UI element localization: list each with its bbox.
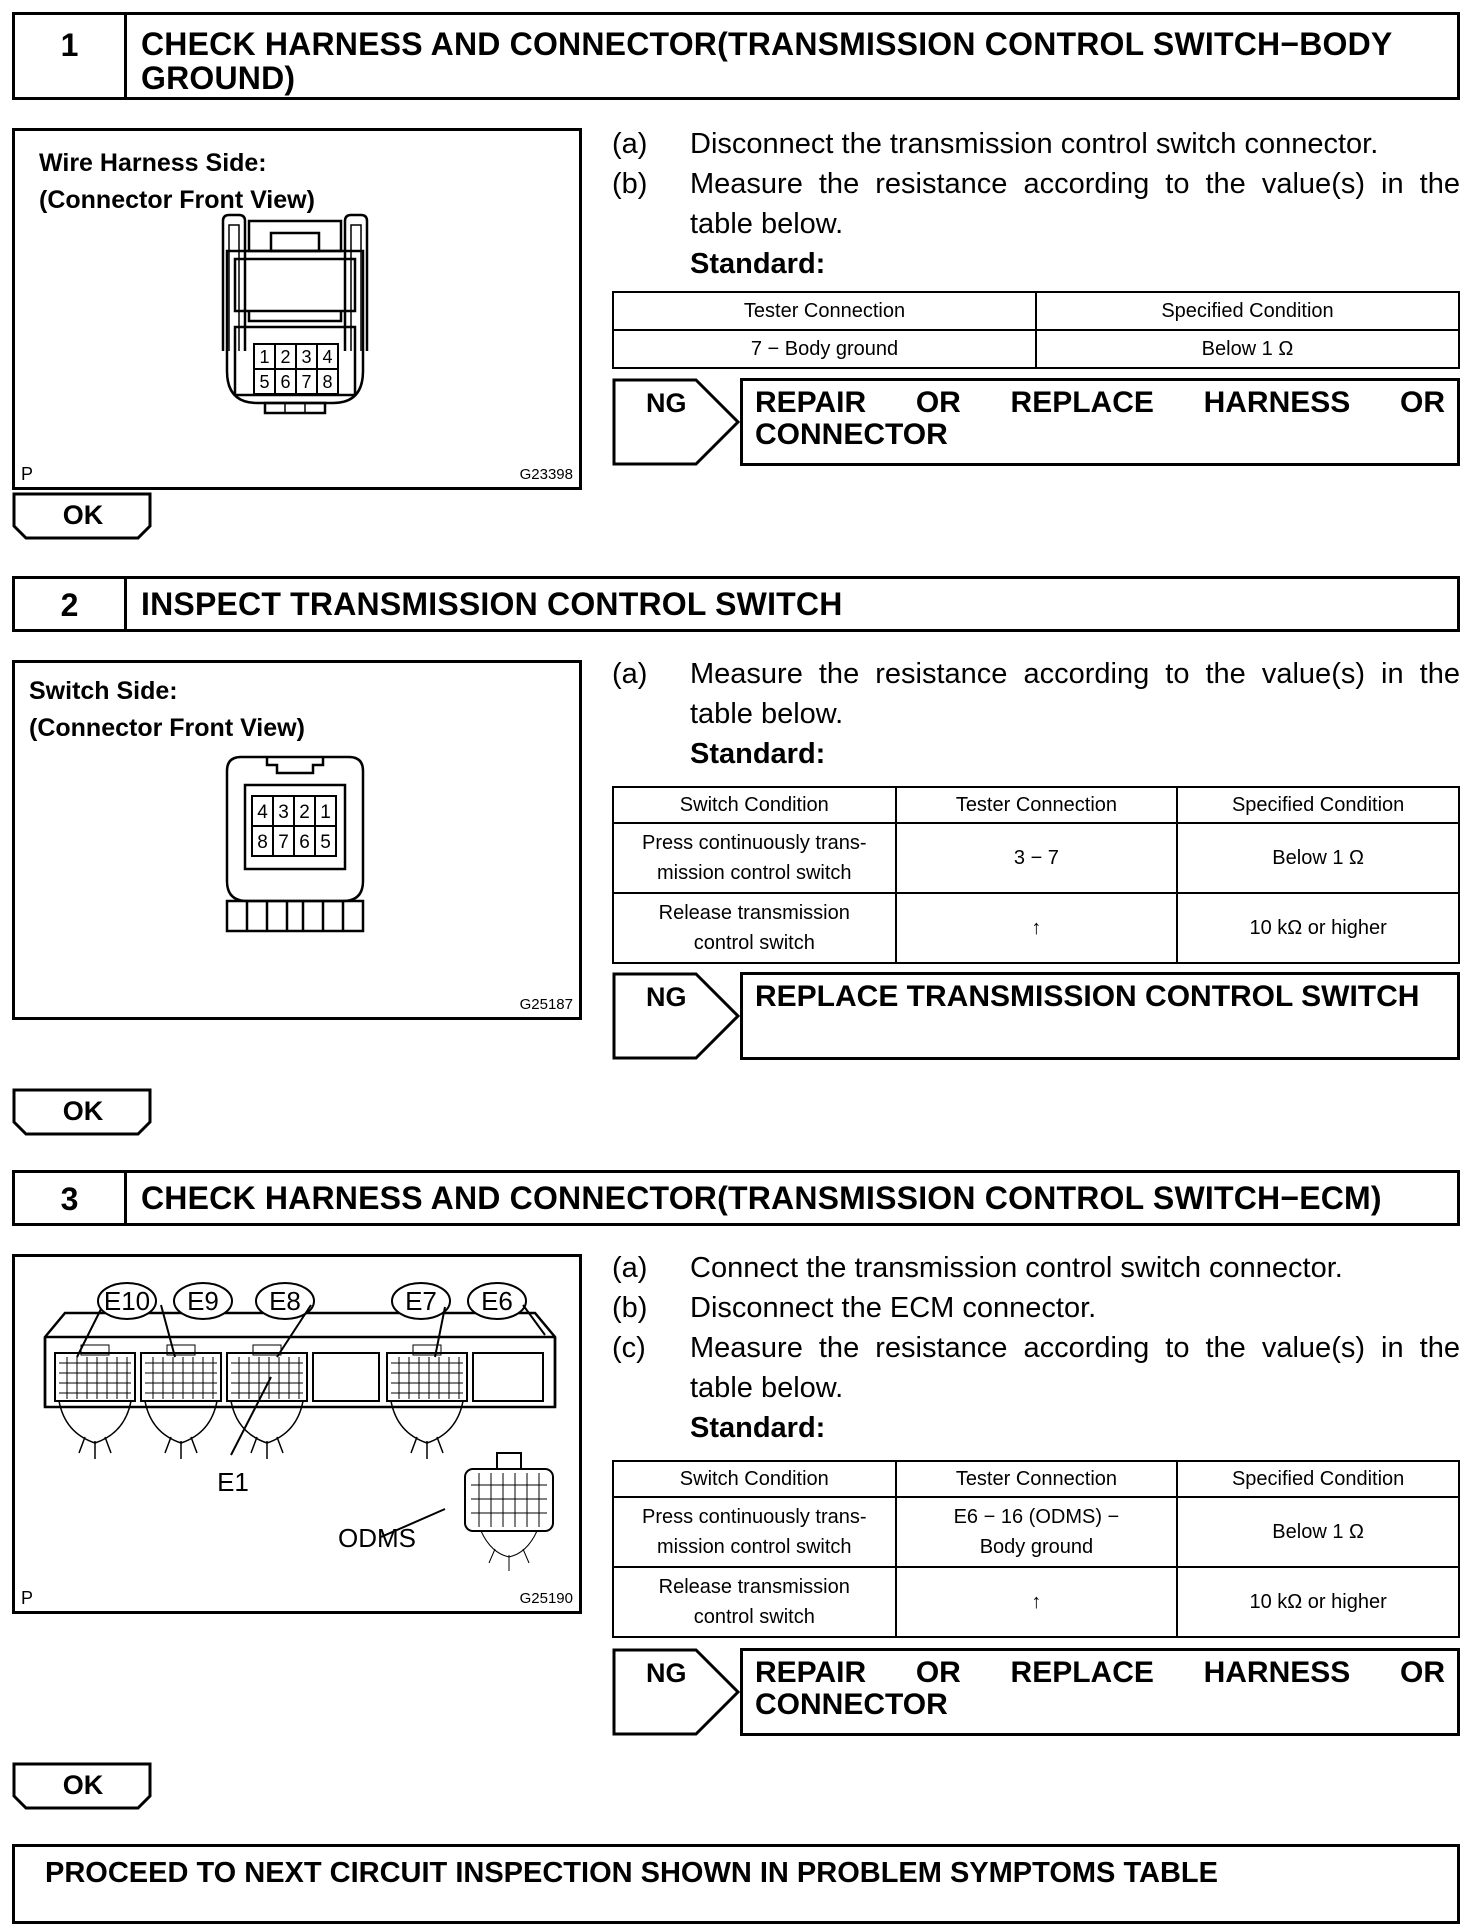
step-title: CHECK HARNESS AND CONNECTOR(TRANSMISSION CONTROL SWITCH−BODY GROUND) <box>141 26 1392 96</box>
table-cell <box>896 1497 1178 1567</box>
pin-number: 8 <box>257 832 268 853</box>
instruction-letter: (b) <box>612 168 648 200</box>
standard-label: Standard: <box>690 248 826 280</box>
standard-label: Standard: <box>690 738 826 770</box>
table-cell: ↑ <box>896 893 1178 963</box>
connector-label: E9 <box>187 1286 219 1316</box>
step-2-spec-table <box>612 786 1460 964</box>
ng-label: NG <box>646 1658 687 1688</box>
table-cell: Below 1 Ω <box>1177 1497 1459 1567</box>
cell-line: Press continuously trans- <box>642 1506 867 1528</box>
instruction-text: Disconnect the ECM connector. <box>690 1292 1097 1324</box>
instruction-text: Measure the resistance according to the value(s) in the table below. <box>690 1332 1460 1404</box>
table-header: Specified Condition <box>1036 292 1459 330</box>
table-cell: 3 − 7 <box>896 823 1178 893</box>
instruction-text: Measure the resistance according to the value(s) in the table below. <box>690 658 1460 730</box>
cell-line: mission control switch <box>657 1536 852 1558</box>
harness-connector-diagram <box>205 211 385 421</box>
figure-corner-mark: P <box>21 1588 34 1608</box>
pin-number: 6 <box>299 832 310 853</box>
ng-action-box: REPAIR OR REPLACE HARNESS OR CONNECTOR <box>740 1648 1460 1736</box>
table-cell: Below 1 Ω <box>1177 823 1459 893</box>
ng-action-box: REPAIR OR REPLACE HARNESS OR CONNECTOR <box>740 378 1460 466</box>
instruction-letter: (c) <box>612 1332 646 1364</box>
ng-label: NG <box>646 982 687 1012</box>
pin-number: 5 <box>320 832 331 853</box>
step-1-header <box>12 12 1460 100</box>
cell-line: control switch <box>693 932 815 954</box>
step-3-figure <box>12 1254 582 1614</box>
table-cell: Below 1 Ω <box>1036 330 1459 368</box>
step-3-instructions <box>612 1248 1460 1448</box>
pin-number: 7 <box>301 372 312 392</box>
figure-label: (Connector Front View) <box>29 714 305 742</box>
table-header: Specified Condition <box>1177 1461 1459 1497</box>
instruction-item <box>612 164 1460 244</box>
figure-code: G25190 <box>519 1590 573 1607</box>
ok-label: OK <box>62 1770 104 1800</box>
step-3-header <box>12 1170 1460 1226</box>
cell-line: Body ground <box>979 1536 1094 1558</box>
step-number: 2 <box>15 579 127 629</box>
table-header: Switch Condition <box>613 787 896 823</box>
e1-label: E1 <box>217 1467 249 1497</box>
ng-action-box: REPLACE TRANSMISSION CONTROL SWITCH <box>740 972 1460 1060</box>
cell-line: Release transmission <box>658 1576 850 1598</box>
connector-label: E7 <box>405 1286 437 1316</box>
step-number: 3 <box>15 1173 127 1223</box>
figure-code: G23398 <box>519 466 573 483</box>
pin-number: 4 <box>322 347 333 367</box>
odms-label: ODMS <box>338 1523 416 1553</box>
pin-number: 8 <box>322 372 333 392</box>
pin-number: 6 <box>280 372 291 392</box>
step-2-header <box>12 576 1460 632</box>
step-2-instructions <box>612 654 1460 774</box>
pin-number: 1 <box>259 347 270 367</box>
instruction-text: Measure the resistance according to the value(s) in the table below. <box>690 168 1460 240</box>
instruction-item <box>612 654 1460 734</box>
table-cell <box>613 893 896 963</box>
table-cell: 10 kΩ or higher <box>1177 1567 1459 1637</box>
table-header: Tester Connection <box>896 1461 1178 1497</box>
instruction-letter: (a) <box>612 128 648 160</box>
instruction-letter: (a) <box>612 1252 648 1284</box>
figure-label: Switch Side: <box>29 677 178 705</box>
standard-label: Standard: <box>690 1412 826 1444</box>
table-header: Tester Connection <box>613 292 1036 330</box>
table-cell: ↑ <box>896 1567 1178 1637</box>
pin-number: 3 <box>301 347 312 367</box>
odms-connector <box>465 1469 553 1531</box>
pin-number: 3 <box>278 802 289 823</box>
step-title: CHECK HARNESS AND CONNECTOR(TRANSMISSION CONTROL SWITCH−ECM) <box>141 1180 1382 1216</box>
instruction-letter: (a) <box>612 658 648 690</box>
table-cell: 7 − Body ground <box>613 330 1036 368</box>
instruction-text: Disconnect the transmission control switch connector. <box>690 128 1379 160</box>
table-cell <box>613 1567 896 1637</box>
figure-corner-mark: P <box>21 464 34 484</box>
table-header: Switch Condition <box>613 1461 896 1497</box>
cell-line: E6 − 16 (ODMS) − <box>953 1506 1120 1528</box>
cell-line: Release transmission <box>658 902 850 924</box>
instruction-item <box>612 1328 1460 1408</box>
figure-code: G25187 <box>519 996 573 1013</box>
step-1-spec-table <box>612 291 1460 369</box>
instruction-letter: (b) <box>612 1292 648 1324</box>
instruction-item <box>612 1248 1460 1288</box>
ng-label: NG <box>646 388 687 418</box>
ecm-empty-slot <box>313 1353 379 1401</box>
connector-label: E6 <box>481 1286 513 1316</box>
pin-number: 4 <box>257 802 268 823</box>
ecm-connectors-diagram <box>15 1257 579 1611</box>
pin-number: 2 <box>299 802 310 823</box>
instruction-text: Connect the transmission control switch connector. <box>690 1252 1343 1284</box>
step-number: 1 <box>15 15 127 97</box>
cell-line: control switch <box>693 1606 815 1628</box>
connector-label: E10 <box>103 1286 151 1316</box>
table-cell <box>613 823 896 893</box>
step-3-spec-table <box>612 1460 1460 1638</box>
table-header: Specified Condition <box>1177 787 1459 823</box>
figure-label: Wire Harness Side: <box>39 149 267 177</box>
switch-connector-diagram <box>205 751 385 941</box>
table-cell <box>613 1497 896 1567</box>
step-1-instructions <box>612 124 1460 284</box>
instruction-item <box>612 124 1460 164</box>
cell-line: Press continuously trans- <box>642 832 867 854</box>
final-instruction-box: PROCEED TO NEXT CIRCUIT INSPECTION SHOWN IN PROBLEM SYMPTOMS TABLE <box>12 1844 1460 1924</box>
pin-number: 5 <box>259 372 270 392</box>
ecm-empty-slot <box>473 1353 543 1401</box>
instruction-item <box>612 1288 1460 1328</box>
table-cell: 10 kΩ or higher <box>1177 893 1459 963</box>
step-2-figure <box>12 660 582 1020</box>
step-1-figure <box>12 128 582 490</box>
figure-label: (Connector Front View) <box>39 186 315 214</box>
cell-line: mission control switch <box>657 862 852 884</box>
ok-label: OK <box>62 500 104 530</box>
table-header: Tester Connection <box>896 787 1178 823</box>
step-title: INSPECT TRANSMISSION CONTROL SWITCH <box>141 586 843 622</box>
pin-number: 7 <box>278 832 289 853</box>
pin-number: 2 <box>280 347 291 367</box>
pin-number: 1 <box>320 802 331 823</box>
ok-label: OK <box>62 1096 104 1126</box>
connector-label: E8 <box>269 1286 301 1316</box>
